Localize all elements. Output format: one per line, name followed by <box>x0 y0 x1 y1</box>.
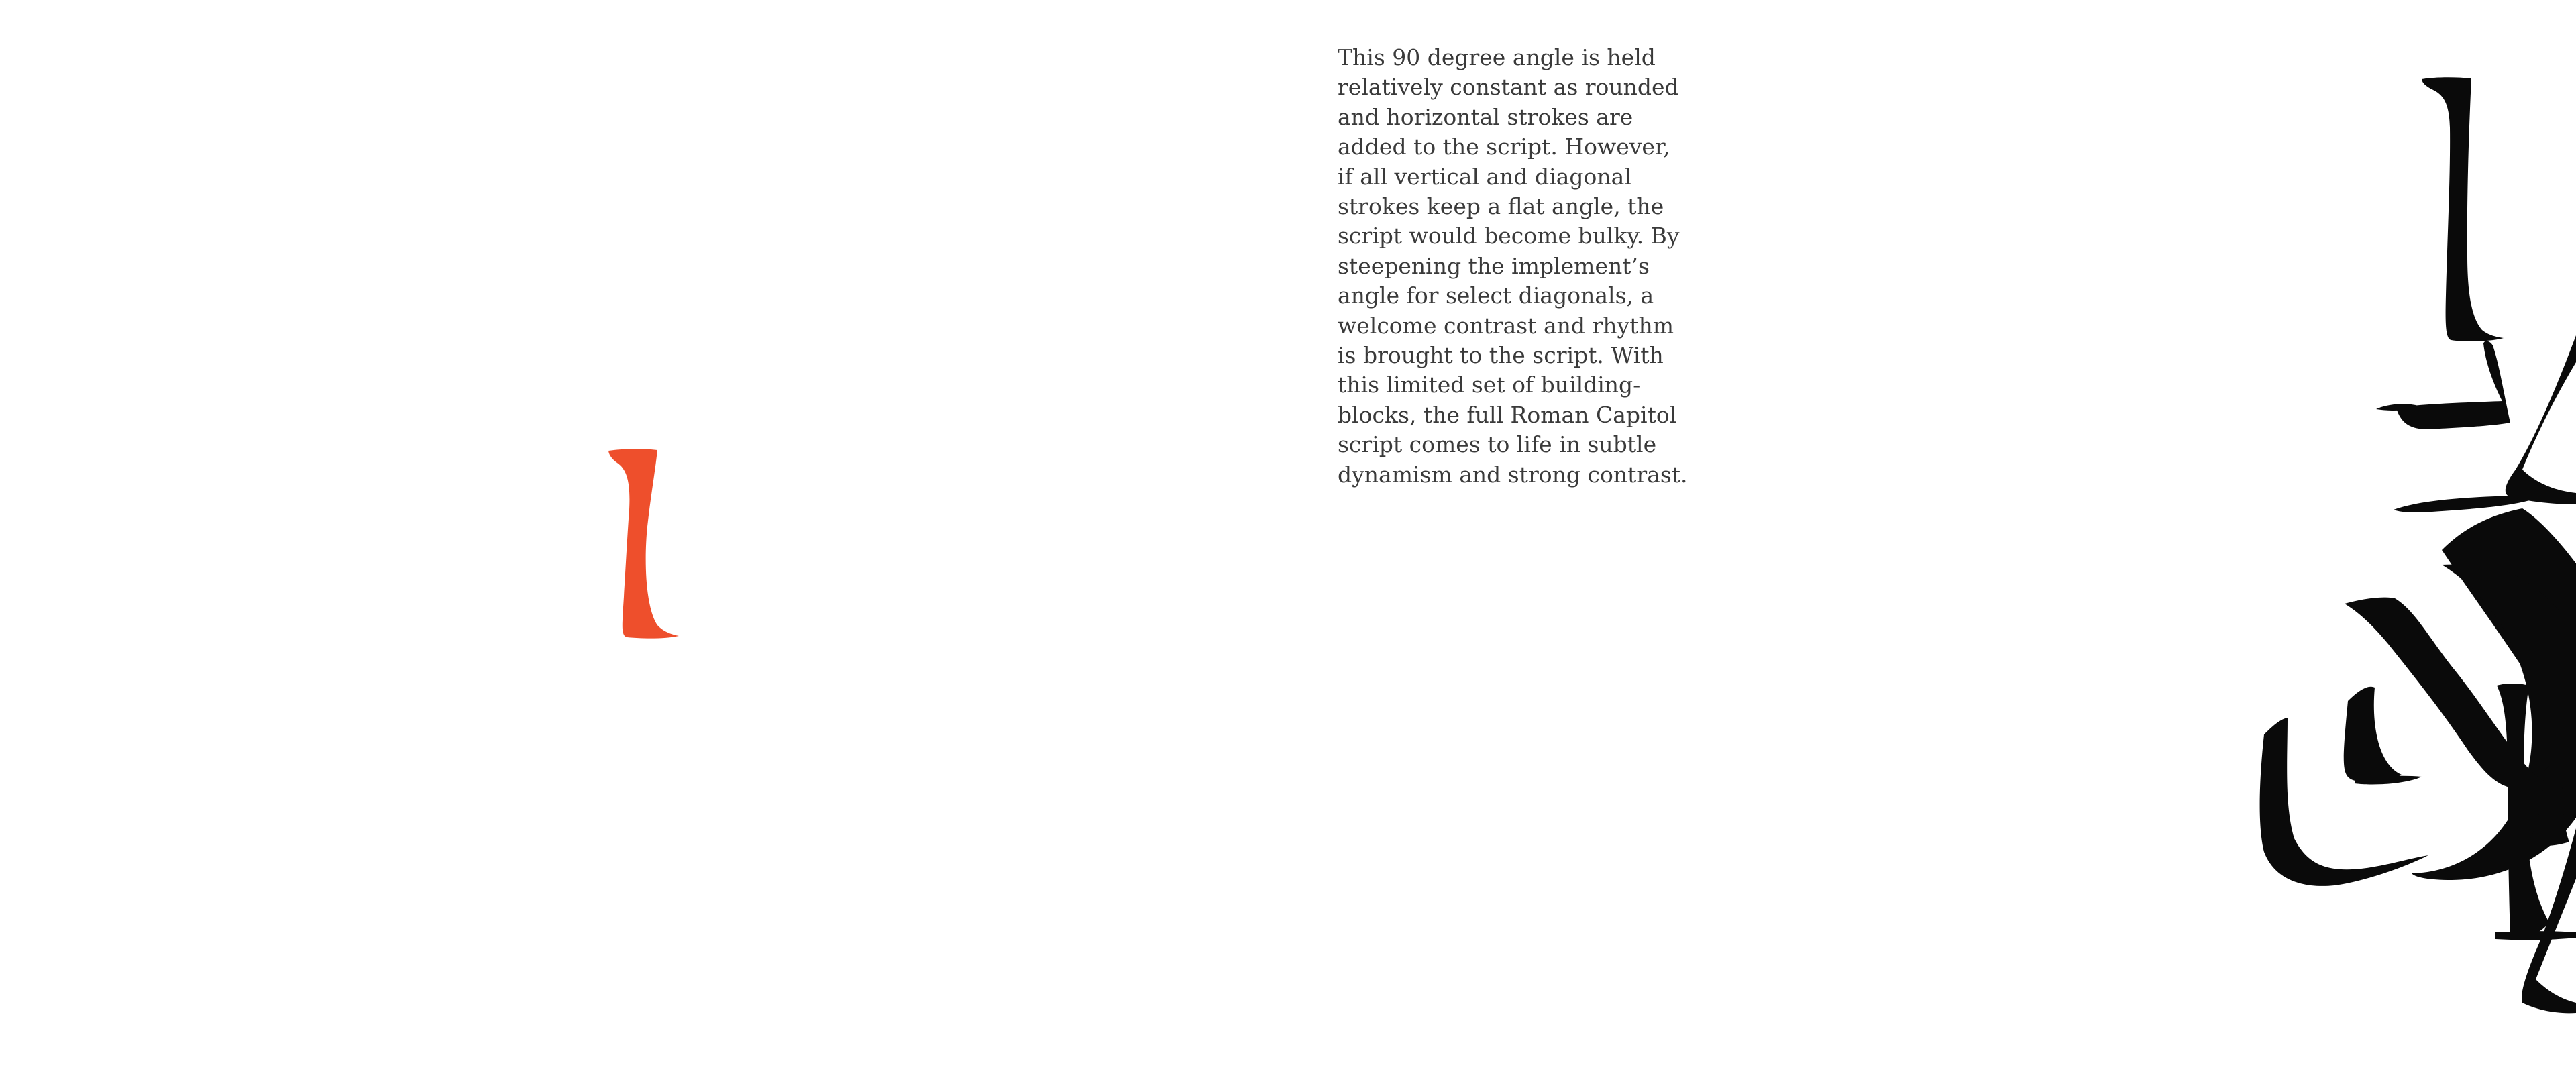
stroke-vertical-stem-top <box>2422 77 2504 341</box>
stroke-small-curve <box>2344 687 2402 782</box>
stroke-l-foot <box>2396 341 2510 429</box>
right-page <box>1288 0 2576 1090</box>
stroke-u-curve <box>2260 718 2428 886</box>
stroke-diagonal-top-right <box>2506 335 2576 504</box>
stroke-stem-foot <box>2496 931 2576 940</box>
body-text-paragraph: This 90 degree angle is held relatively constant as rounded and horizontal strokes are added to the script. However, if all vertical and diagonal strokes keep a flat angle, the script would become bulky. By steepening the implement’s angle for select diagonals, a welcome contrast and rhythm is brought to the script. With this limited set of building- blocks, the full Roman Capitol script comes to life in subtle dynamism and strong contrast. <box>1338 44 1688 488</box>
orange-vertical-stem-stroke <box>608 449 679 638</box>
calligraphy-strokes-illustration <box>1288 0 2576 1090</box>
